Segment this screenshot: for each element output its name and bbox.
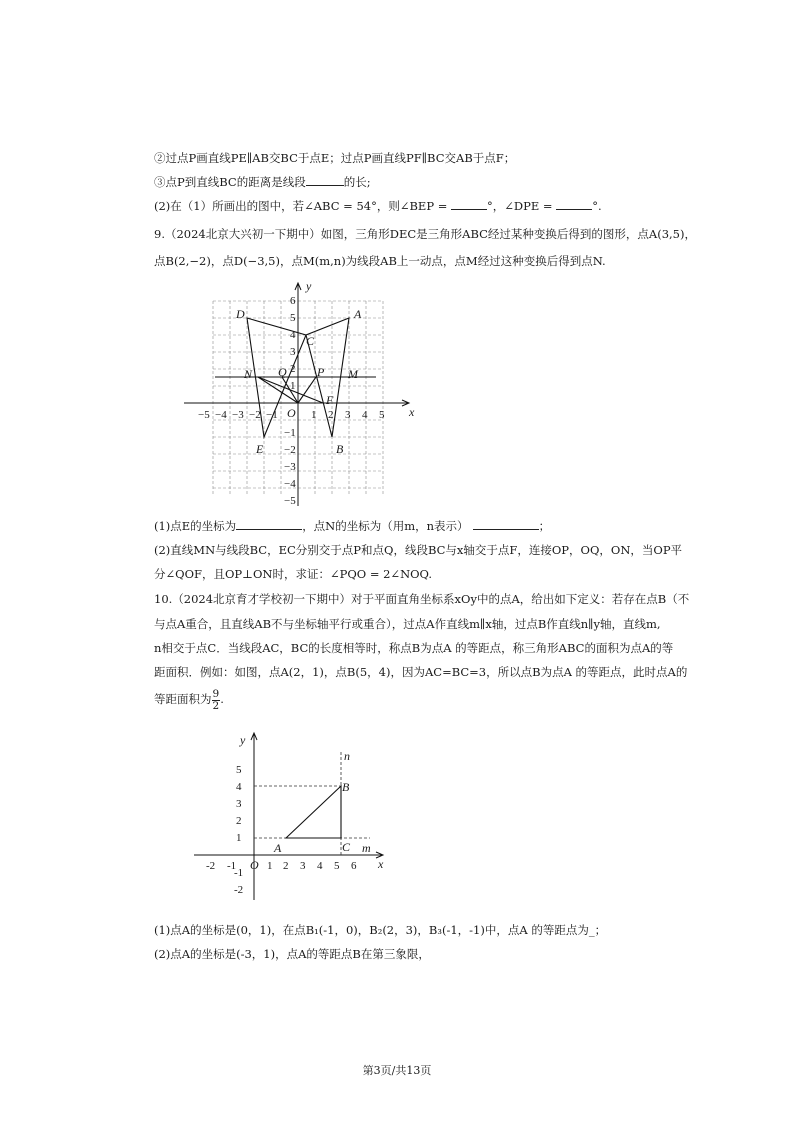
- answer-blank: [451, 198, 487, 210]
- axes: [184, 283, 409, 506]
- problem8-q2-text-a: (2)在（1）所画出的图中，若∠ABC = 54°，则∠BEP =: [154, 199, 448, 213]
- dashed-guides: [254, 752, 370, 855]
- answer-blank: [473, 518, 539, 530]
- fraction-denominator: 2: [212, 699, 220, 712]
- y-axis-label: y: [306, 279, 312, 293]
- y-tick-label: -1: [234, 867, 244, 879]
- y-tick-label: −2: [284, 444, 296, 456]
- problem9-figure: [180, 278, 420, 514]
- y-tick-label: −5: [284, 495, 296, 507]
- problem8-question2: [154, 198, 602, 214]
- problem10-figure: [190, 728, 390, 904]
- point-label-c: C: [306, 334, 315, 348]
- y-tick-label: -2: [234, 884, 244, 896]
- x-tick-label: 3: [345, 409, 351, 421]
- x-tick-label: 1: [311, 409, 317, 421]
- y-tick-labels: [234, 764, 243, 896]
- problem10-line4: 距面积．例如：如图，点A(2，1)，点B(5，4)，因为AC=BC=3，所以点B为点A 的等距点，此时点A的: [154, 665, 688, 679]
- origin-label: O: [250, 858, 259, 872]
- fraction-nine-halves: [212, 689, 221, 712]
- y-tick-label: 4: [236, 781, 242, 793]
- y-tick-label: −4: [284, 478, 296, 490]
- problem9-q1-text-c: ；: [538, 519, 551, 533]
- y-tick-label: 6: [290, 295, 296, 307]
- x-tick-label: 1: [267, 860, 273, 872]
- point-label-d: D: [236, 307, 245, 321]
- problem9-question2-line1: (2)直线MN与线段BC，EC分别交于点P和点Q，线段BC与x轴交于点F，连接OP，OQ，ON，当OP平: [154, 543, 683, 557]
- page-footer: 第3页/共13页: [362, 1064, 432, 1077]
- x-tick-label: −3: [232, 409, 244, 421]
- y-tick-label: 3: [236, 798, 242, 810]
- x-tick-label: 2: [328, 409, 334, 421]
- x-tick-label: 4: [317, 860, 323, 872]
- problem9-stem-line2: 点B(2,−2)，点D(−3,5)，点M(m,n)为线段AB上一动点，点M经过这种变换后得到点N.: [154, 254, 606, 268]
- x-tick-label: −2: [249, 409, 261, 421]
- x-tick-label: −4: [215, 409, 227, 421]
- point-label-b: B: [336, 442, 344, 456]
- y-tick-label: 3: [290, 346, 296, 358]
- x-tick-label: -2: [206, 860, 216, 872]
- problem8-step3-text-a: ③点P到直线BC的距离是线段: [154, 175, 306, 189]
- problem8-step3: [154, 174, 371, 190]
- y-tick-label: 4: [290, 329, 296, 341]
- problem10-line5-text-a: 等距面积为: [154, 692, 212, 706]
- x-axis-label: x: [378, 857, 384, 871]
- problem9-q1-text-b: ，点N的坐标为（用m，n表示）: [302, 519, 469, 533]
- y-tick-label: 2: [236, 815, 242, 827]
- point-label-b: B: [342, 780, 350, 794]
- y-tick-label: 5: [290, 312, 296, 324]
- point-label-q: Q: [278, 365, 287, 379]
- problem10-line3: n相交于点C．当线段AC，BC的长度相等时，称点B为点A 的等距点，称三角形ABC的面积为点A的等: [154, 641, 674, 655]
- x-tick-label: 5: [379, 409, 385, 421]
- x-tick-label: 4: [362, 409, 368, 421]
- problem10-question2: (2)点A的坐标是(-3，1)，点A的等距点B在第三象限，: [154, 947, 430, 961]
- x-tick-label: 6: [351, 860, 357, 872]
- triangle-abc: [286, 786, 341, 838]
- problem10-line5: [154, 686, 224, 712]
- problem8-step3-text-b: 的长;: [343, 175, 371, 189]
- x-axis-label: x: [409, 405, 415, 419]
- y-tick-label: −1: [284, 427, 296, 439]
- answer-blank: [556, 198, 592, 210]
- line-m-label: m: [362, 841, 371, 855]
- y-tick-label: 5: [236, 764, 242, 776]
- line-n-label: n: [344, 749, 350, 763]
- point-label-m: M: [348, 367, 358, 381]
- point-label-c: C: [342, 840, 351, 854]
- problem8-q2-text-b: °，∠DPE =: [487, 199, 553, 213]
- axes: [194, 733, 383, 900]
- point-label-e: E: [256, 442, 264, 456]
- problem10-line1: 10.（2024北京育才学校初一下期中）对于平面直角坐标系xOy中的点A，给出如下定义：若存在点B（不: [154, 592, 690, 606]
- problem9-stem-line1: 9.（2024北京大兴初一下期中）如图，三角形DEC是三角形ABC经过某种变换后得到的图形，点A(3,5)，: [154, 227, 696, 241]
- answer-blank: [236, 518, 302, 530]
- answer-blank: [306, 174, 344, 186]
- problem10-line2: 与点A重合，且直线AB不与坐标轴平行或重合），过点A作直线m∥x轴，过点B作直线n∥y轴，直线m,: [154, 617, 661, 631]
- point-label-a: A: [274, 841, 282, 855]
- x-tick-label: −5: [198, 409, 210, 421]
- point-label-a: A: [354, 307, 362, 321]
- x-tick-label: 5: [334, 860, 340, 872]
- problem8-step2: ②过点P画直线PE∥AB交BC于点E；过点P画直线PF∥BC交AB于点F；: [154, 151, 516, 165]
- x-tick-label: −1: [266, 409, 278, 421]
- problem10-line5-text-b: .: [220, 692, 224, 706]
- origin-label: O: [287, 406, 296, 420]
- y-tick-label: 1: [236, 832, 242, 844]
- point-label-p: P: [317, 365, 325, 379]
- point-label-f: F: [326, 393, 334, 407]
- y-tick-label: −3: [284, 461, 296, 473]
- x-tick-label: 2: [283, 860, 289, 872]
- y-tick-label: 1: [290, 380, 296, 392]
- point-label-n: N: [244, 367, 253, 381]
- problem10-question1: (1)点A的坐标是(0，1)，在点B₁(-1，0)，B₂(2，3)，B₃(-1，-1)中，点A 的等距点为_；: [154, 923, 607, 937]
- x-tick-label: 3: [300, 860, 306, 872]
- y-tick-label: 2: [290, 363, 296, 375]
- problem9-question1: [154, 518, 550, 534]
- x-tick-labels: [206, 860, 357, 872]
- problem9-question2-line2: 分∠QOF，且OP⊥ON时，求证：∠PQO = 2∠NOQ.: [154, 567, 433, 581]
- y-axis-label: y: [240, 733, 246, 747]
- x-tick-label: -1: [227, 860, 237, 872]
- fraction-numerator: 9: [212, 687, 220, 700]
- problem8-q2-text-c: °.: [592, 199, 602, 213]
- problem9-q1-text-a: (1)点E的坐标为: [154, 519, 237, 533]
